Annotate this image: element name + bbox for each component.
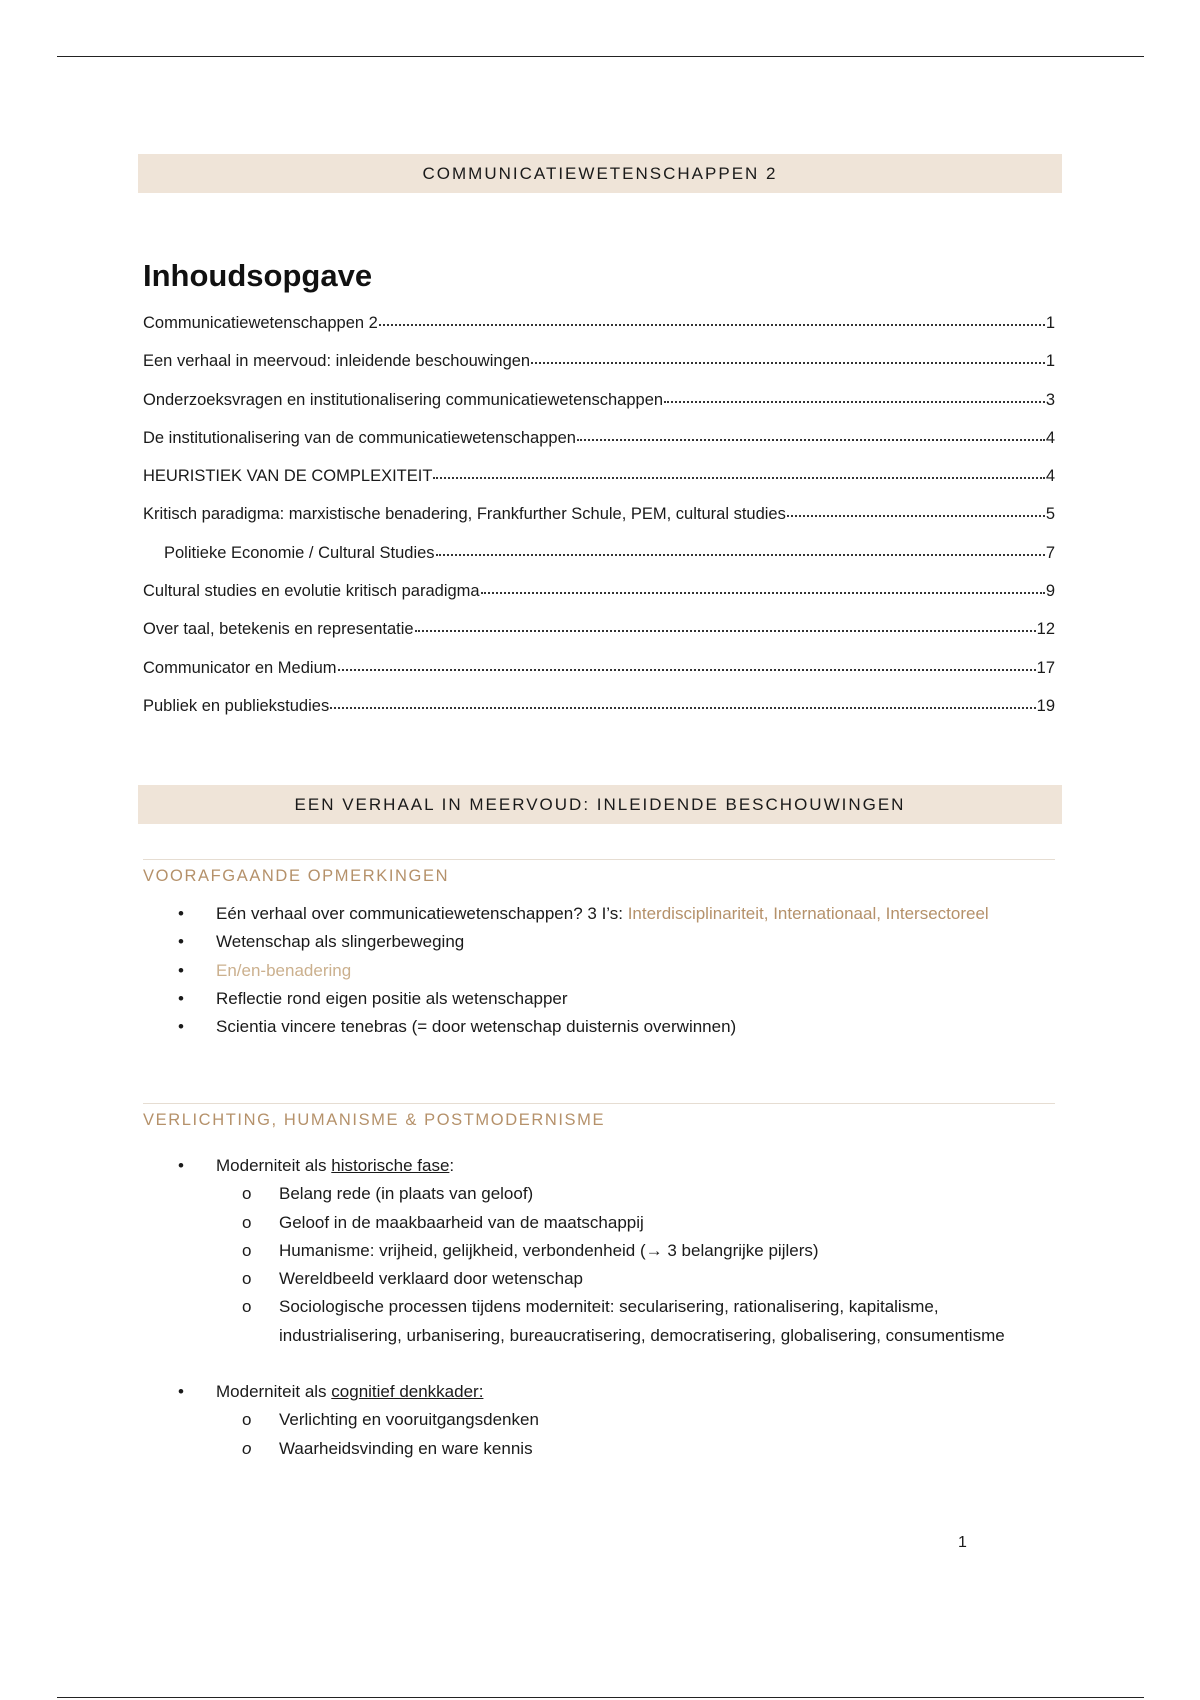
bullet-list-verlichting xyxy=(178,1152,1018,1463)
toc-entry[interactable] xyxy=(143,695,1055,733)
chapter-banner-text: EEN VERHAAL IN MEERVOUD: INLEIDENDE BESCHOUWINGEN xyxy=(294,795,906,814)
underlined-text: historische fase xyxy=(331,1156,450,1175)
sub-list-item: o Belang rede (in plaats van geloof) xyxy=(216,1180,1018,1208)
sub-list xyxy=(216,1406,1018,1463)
toc-leader xyxy=(379,310,1045,326)
toc-leader xyxy=(787,501,1045,517)
toc-title: Inhoudsopgave xyxy=(143,258,373,293)
toc-entry-text: Communicatiewetenschappen 2 xyxy=(143,314,378,332)
toc-entry[interactable] xyxy=(143,465,1055,503)
toc-entry-text: Een verhaal in meervoud: inleidende beschouwingen xyxy=(143,352,531,371)
toc-entry-page: 3 xyxy=(1045,390,1055,409)
toc-entry[interactable] xyxy=(143,312,1055,350)
toc-entry-page: 9 xyxy=(1045,582,1055,601)
underlined-text: cognitief denkkader: xyxy=(331,1382,484,1402)
bullet-list-vooraf xyxy=(178,900,1018,1041)
toc-leader xyxy=(481,578,1045,594)
toc-entry-text: Politieke Economie / Cultural Studies xyxy=(164,543,435,562)
page-bottom-rule xyxy=(57,1697,1144,1698)
sub-list xyxy=(216,1180,1018,1350)
list-item xyxy=(178,1378,1018,1463)
sub-list-item: o Waarheidsvinding en ware kennis xyxy=(216,1435,1018,1463)
toc-entry-page: 4 xyxy=(1045,467,1055,486)
toc-entry[interactable] xyxy=(143,618,1055,656)
table-of-contents xyxy=(143,312,1055,733)
toc-entry[interactable] xyxy=(143,542,1055,580)
list-item xyxy=(178,1013,1018,1041)
toc-entry[interactable] xyxy=(143,503,1055,541)
list-item xyxy=(178,1152,1018,1350)
toc-leader xyxy=(338,655,1036,671)
header-banner xyxy=(138,154,1062,193)
toc-entry[interactable] xyxy=(143,580,1055,618)
toc-leader xyxy=(577,425,1045,441)
list-item-text: Scientia vincere tenebras (= door wetenschap duisternis overwinnen) xyxy=(216,1017,737,1037)
list-item-suffix: : xyxy=(449,1156,455,1175)
toc-entry-text: Communicator en Medium xyxy=(143,658,337,677)
toc-entry-text: Cultural studies en evolutie kritisch paradigma xyxy=(143,582,480,601)
section-heading-verlichting: VERLICHTING, HUMANISME & POSTMODERNISME xyxy=(143,1103,1055,1130)
toc-leader xyxy=(664,387,1045,403)
toc-leader xyxy=(433,463,1044,479)
page-top-rule xyxy=(57,56,1144,57)
toc-entry[interactable] xyxy=(143,427,1055,465)
sub-list-item: o Verlichting en vooruitgangsdenken xyxy=(216,1406,1018,1434)
toc-entry[interactable] xyxy=(143,350,1055,388)
toc-entry-page: 1 xyxy=(1045,314,1055,332)
toc-entry-text: Publiek en publiekstudies xyxy=(143,696,330,715)
toc-entry-page: 17 xyxy=(1036,658,1055,677)
list-item-text: Moderniteit als xyxy=(216,1156,332,1175)
highlight-text: Interdisciplinariteit, Internationaal, Intersectoreel xyxy=(627,904,989,923)
sub-list-item: o Sociologische processen tijdens moderniteit: secularisering, rationalisering, kapitalisme, industrialisering, urbanisering, bureaucratisering, democratisering, globalisering, consumentisme xyxy=(216,1293,1018,1350)
list-item-text: Eén verhaal over communicatiewetenschappen? 3 I’s: xyxy=(216,904,628,923)
section-heading-vooraf: VOORAFGAANDE OPMERKINGEN xyxy=(143,859,1055,886)
toc-entry-page: 4 xyxy=(1045,428,1055,447)
list-item xyxy=(178,928,1018,956)
list-item xyxy=(178,900,1018,928)
toc-entry-page: 12 xyxy=(1036,620,1055,639)
list-item-text: En/en-benadering xyxy=(216,960,352,980)
toc-entry-page: 19 xyxy=(1036,696,1055,715)
sub-list-item: o Wereldbeeld verklaard door wetenschap xyxy=(216,1265,1018,1293)
page-number: 1 xyxy=(958,1534,967,1551)
list-item xyxy=(178,985,1018,1013)
toc-entry-text: Kritisch paradigma: marxistische benadering, Frankfurther Schule, PEM, cultural studies xyxy=(143,505,786,524)
toc-leader xyxy=(531,348,1045,364)
list-item-text: Wetenschap als slingerbeweging xyxy=(216,932,465,952)
list-item-text: Moderniteit als xyxy=(216,1382,332,1402)
sub-list-item: o Geloof in de maakbaarheid van de maatschappij xyxy=(216,1209,1018,1237)
toc-entry-text: Over taal, betekenis en representatie xyxy=(143,620,414,639)
toc-entry-page: 5 xyxy=(1045,505,1055,524)
toc-leader xyxy=(436,540,1045,556)
sub-list-item: o Humanisme: vrijheid, gelijkheid, verbondenheid (→ 3 belangrijke pijlers) xyxy=(216,1237,1018,1265)
toc-entry-text: HEURISTIEK VAN DE COMPLEXITEIT xyxy=(143,467,433,486)
toc-entry-page: 7 xyxy=(1045,543,1055,562)
toc-entry[interactable] xyxy=(143,657,1055,695)
toc-entry[interactable] xyxy=(143,389,1055,427)
toc-entry-text: De institutionalisering van de communicatiewetenschappen xyxy=(143,428,576,447)
list-item-text: Reflectie rond eigen positie als wetenschapper xyxy=(216,988,568,1008)
toc-entry-text: Onderzoeksvragen en institutionalisering communicatiewetenschappen xyxy=(143,390,664,409)
toc-leader xyxy=(415,616,1036,632)
toc-leader xyxy=(330,693,1035,709)
toc-entry-page: 1 xyxy=(1045,352,1055,371)
header-banner-text: COMMUNICATIEWETENSCHAPPEN 2 xyxy=(422,164,778,183)
chapter-banner xyxy=(138,785,1062,824)
list-item xyxy=(178,957,1018,985)
